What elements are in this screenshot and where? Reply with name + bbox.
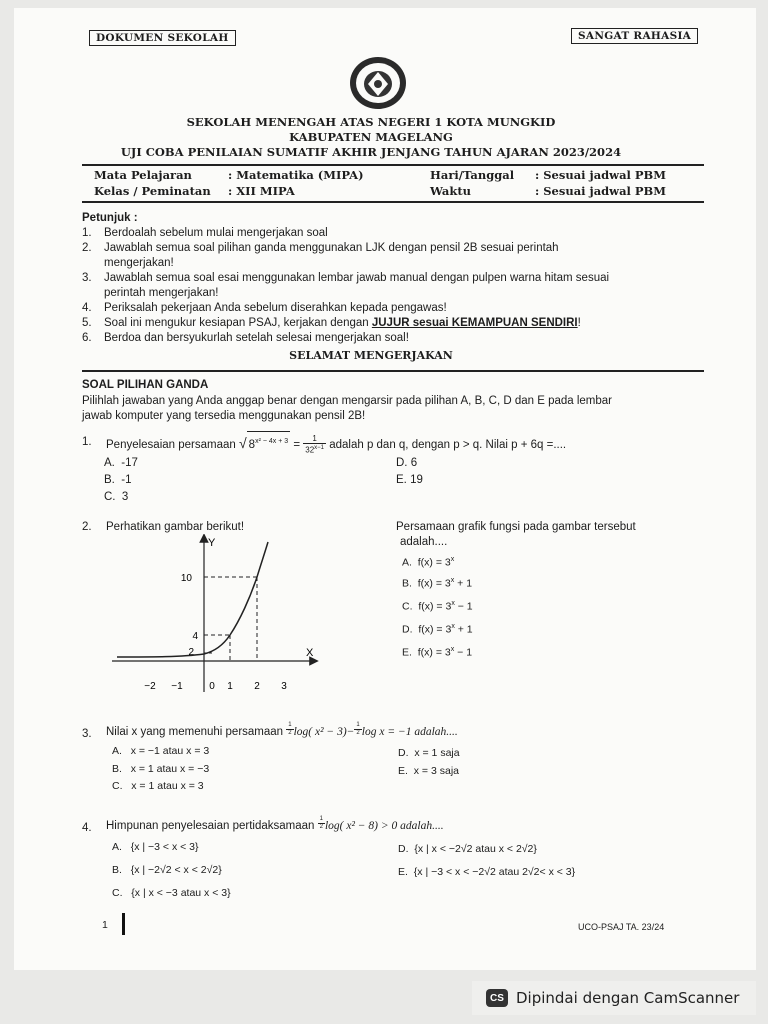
- option-key: D.: [398, 843, 409, 855]
- option-value: x = −1 atau x = 3: [130, 745, 210, 757]
- option-exponent: x: [450, 577, 455, 584]
- option-value: f(x) = 3: [418, 600, 452, 613]
- option-c: [402, 600, 473, 613]
- option-key: A.: [112, 745, 122, 757]
- option-key: B.: [104, 474, 115, 486]
- option-value: x = 3 saja: [413, 765, 460, 777]
- instruction-text: Jawablah semua soal esai menggunakan lembar jawab manual dengan pulpen warna hitam sesuai: [104, 272, 610, 284]
- question-number: 4.: [82, 822, 92, 834]
- instruction-number: 1.: [82, 227, 92, 239]
- q4-log-expression: log( x² − 8) > 0 adalah....: [324, 820, 444, 832]
- instructions-title: Petunjuk :: [82, 212, 138, 224]
- option-tail: + 1: [454, 577, 473, 590]
- option-key: E.: [398, 866, 408, 878]
- option-key: C.: [112, 887, 123, 899]
- q1-equals: =: [290, 438, 304, 451]
- option-value: {x | −3 < x < −2√2 atau 2√2< x < 3}: [413, 866, 576, 878]
- question-2-prompt: Persamaan grafik fungsi pada gambar tersebut: [396, 521, 636, 533]
- question-4-text: [106, 816, 444, 836]
- scanner-text: Dipindai dengan CamScanner: [516, 989, 740, 1007]
- option-value: {x | −3 < x < 3}: [130, 841, 199, 853]
- option-e: [396, 474, 423, 486]
- log-base-num: 1: [288, 722, 292, 728]
- option-key: D.: [398, 747, 409, 759]
- option-key: C.: [104, 491, 116, 503]
- option-a: [402, 556, 454, 569]
- log-base-den: 2: [356, 730, 360, 736]
- option-key: A.: [104, 457, 115, 469]
- option-key: E.: [402, 646, 412, 659]
- exam-title: UJI COBA PENILAIAN SUMATIF AKHIR JENJANG TAHUN AJARAN 2023/2024: [120, 145, 622, 159]
- option-exponent: x: [450, 556, 455, 563]
- question-number: 1.: [82, 436, 92, 448]
- option-key: B.: [402, 577, 412, 590]
- y-tick-label: 2: [188, 647, 194, 658]
- x-axis-label: X: [306, 647, 314, 659]
- option-value: -1: [121, 474, 132, 486]
- x-tick-label: 1: [227, 681, 233, 692]
- question-3-text: [106, 722, 458, 742]
- camscanner-icon: CS: [486, 989, 508, 1007]
- q1-frac-num: 1: [303, 434, 326, 444]
- log-base-den: 2: [319, 824, 323, 830]
- date-label: Hari/Tanggal: [430, 168, 515, 182]
- option-e: [402, 646, 472, 659]
- option-key: C.: [402, 600, 413, 613]
- question-number: 3.: [82, 728, 92, 740]
- exam-code: UCO-PSAJ TA. 23/24: [578, 922, 665, 932]
- q4-pre: Himpunan penyelesaian pertidaksamaan: [106, 820, 318, 832]
- log-base-num: 1: [356, 722, 360, 728]
- q1-pre: Penyelesaian persamaan: [106, 438, 239, 451]
- option-value: x = 1 atau x = −3: [130, 763, 210, 775]
- option-key: E.: [396, 474, 407, 486]
- instruction-text: Berdoalah sebelum mulai mengerjakan soal: [104, 227, 328, 239]
- q3-log-expression: log( x² − 3)−: [293, 726, 355, 738]
- q3-pre: Nilai x yang memenuhi persamaan: [106, 726, 287, 738]
- honesty-emphasis: JUJUR sesuai KEMAMPUAN SENDIRI: [371, 317, 578, 329]
- option-value: 19: [410, 474, 423, 486]
- date-value: : Sesuai jadwal PBM: [535, 168, 667, 182]
- instruction-text: mengerjakan!: [104, 257, 174, 269]
- option-b: [402, 577, 472, 590]
- y-tick-label: 10: [180, 573, 192, 584]
- page-number: 1: [102, 919, 108, 931]
- option-key: A.: [112, 841, 122, 853]
- option-e: [398, 765, 459, 777]
- subject-value: : Matematika (MIPA): [228, 168, 364, 182]
- option-exponent: x: [451, 600, 455, 607]
- instruction-text-post: !: [577, 317, 581, 329]
- q1-base: 8: [248, 438, 256, 451]
- document-label: DOKUMEN SEKOLAH: [89, 30, 236, 46]
- x-tick-label: 0: [209, 681, 215, 692]
- x-tick-label: −1: [171, 681, 183, 692]
- option-d: [398, 843, 537, 855]
- option-key: E.: [398, 765, 408, 777]
- option-c: [104, 491, 128, 503]
- q3-log-expression: log x = −1 adalah....: [361, 726, 458, 738]
- closing-text: SELAMAT MENGERJAKAN: [289, 349, 453, 362]
- option-value: x = 1 saja: [414, 747, 460, 759]
- exponential-graph: [112, 534, 322, 694]
- subject-label: Mata Pelajaran: [94, 168, 192, 182]
- option-value: f(x) = 3: [417, 556, 451, 569]
- instruction-number: 6.: [82, 332, 92, 344]
- option-a: [112, 841, 199, 853]
- question-2-prompt: adalah....: [400, 536, 448, 548]
- instruction-text-pre: Soal ini mengukur kesiapan PSAJ, kerjakan dengan: [104, 317, 372, 329]
- q1-frac-den-exp: x−1: [314, 445, 325, 452]
- option-value: 3: [121, 491, 129, 503]
- section-intro: jawab komputer yang tersedia menggunakan pensil 2B!: [82, 410, 366, 422]
- option-c: [112, 887, 231, 899]
- section-intro: Pilihlah jawaban yang Anda anggap benar dengan mengarsir pada pilihan A, B, C, D dan E pada lembar: [82, 395, 613, 407]
- option-exponent: x: [450, 646, 455, 653]
- option-value: -17: [121, 457, 138, 469]
- school-logo: [344, 54, 412, 112]
- q1-post: adalah p dan q, dengan p > q. Nilai p + 6q =....: [326, 438, 567, 451]
- option-tail: − 1: [454, 646, 473, 659]
- option-value: f(x) = 3: [417, 646, 451, 659]
- option-key: B.: [112, 763, 122, 775]
- instruction-text: perintah mengerjakan!: [104, 287, 219, 299]
- option-b: [112, 763, 209, 775]
- instruction-text: Jawablah semua soal pilihan ganda menggunakan LJK dengan pensil 2B sesuai perintah: [104, 242, 559, 254]
- divider: [82, 370, 704, 372]
- option-tail: − 1: [454, 600, 473, 613]
- option-b: [104, 474, 132, 486]
- option-b: [112, 864, 222, 876]
- option-key: D.: [396, 457, 408, 469]
- page-bar: [122, 913, 125, 935]
- q1-frac-den: 32: [305, 446, 315, 456]
- option-d: [396, 457, 417, 469]
- class-value: : XII MIPA: [228, 184, 295, 198]
- option-c: [112, 780, 204, 792]
- option-a: [112, 745, 209, 757]
- instruction-text: Berdoa dan bersyukurlah setelah selesai mengerjakan soal!: [104, 332, 409, 344]
- option-exponent: x: [451, 623, 455, 630]
- instruction-number: 2.: [82, 242, 92, 254]
- divider: [82, 201, 704, 203]
- x-tick-label: −2: [144, 681, 156, 692]
- scanner-watermark: [472, 981, 756, 1015]
- secret-label: SANGAT RAHASIA: [571, 28, 698, 44]
- option-value: 6: [410, 457, 418, 469]
- y-axis-label: Y: [208, 537, 216, 549]
- option-e: [398, 866, 575, 878]
- option-tail: + 1: [454, 623, 473, 636]
- option-key: D.: [402, 623, 413, 636]
- time-label: Waktu: [430, 184, 472, 198]
- option-key: C.: [112, 780, 123, 792]
- option-value: f(x) = 3: [418, 623, 452, 636]
- option-value: {x | x < −3 atau x < 3}: [131, 887, 231, 899]
- option-d: [402, 623, 473, 636]
- x-tick-label: 3: [281, 681, 287, 692]
- question-1-text: Penyelesaian persamaan √ $8^{x^2 - 4x + 3}$ = $\frac{1}{32^{x-1}}$ adalah p dan q, dengan p > q. Nilai p + 6q =....: [106, 431, 566, 455]
- divider: [82, 164, 704, 166]
- option-key: A.: [402, 556, 412, 569]
- instruction-text: [104, 317, 581, 329]
- school-name: SEKOLAH MENENGAH ATAS NEGERI 1 KOTA MUNGKID: [186, 115, 556, 129]
- option-value: {x | −2√2 < x < 2√2}: [130, 864, 222, 876]
- instruction-text: Periksalah pekerjaan Anda sebelum diserahkan kepada pengawas!: [104, 302, 447, 314]
- option-value: f(x) = 3: [417, 577, 451, 590]
- question-2-text: Perhatikan gambar berikut!: [106, 521, 245, 533]
- log-base-den: 2: [288, 730, 292, 736]
- log-base-num: 1: [319, 816, 323, 822]
- instruction-number: 4.: [82, 302, 92, 314]
- section-title: SOAL PILIHAN GANDA: [82, 379, 209, 391]
- regency-name: KABUPATEN MAGELANG: [289, 130, 453, 144]
- q1-exponent: x² − 4x + 3: [255, 438, 289, 445]
- option-d: [398, 747, 460, 759]
- time-value: : Sesuai jadwal PBM: [535, 184, 667, 198]
- y-tick-label: 4: [192, 631, 198, 642]
- instruction-number: 3.: [82, 272, 92, 284]
- x-tick-label: 2: [254, 681, 260, 692]
- question-number: 2.: [82, 521, 92, 533]
- option-value: x = 1 atau x = 3: [131, 780, 204, 792]
- option-key: B.: [112, 864, 122, 876]
- option-value: {x | x < −2√2 atau x < 2√2}: [414, 843, 537, 855]
- instruction-number: 5.: [82, 317, 92, 329]
- class-label: Kelas / Peminatan: [94, 184, 211, 198]
- option-a: [104, 457, 138, 469]
